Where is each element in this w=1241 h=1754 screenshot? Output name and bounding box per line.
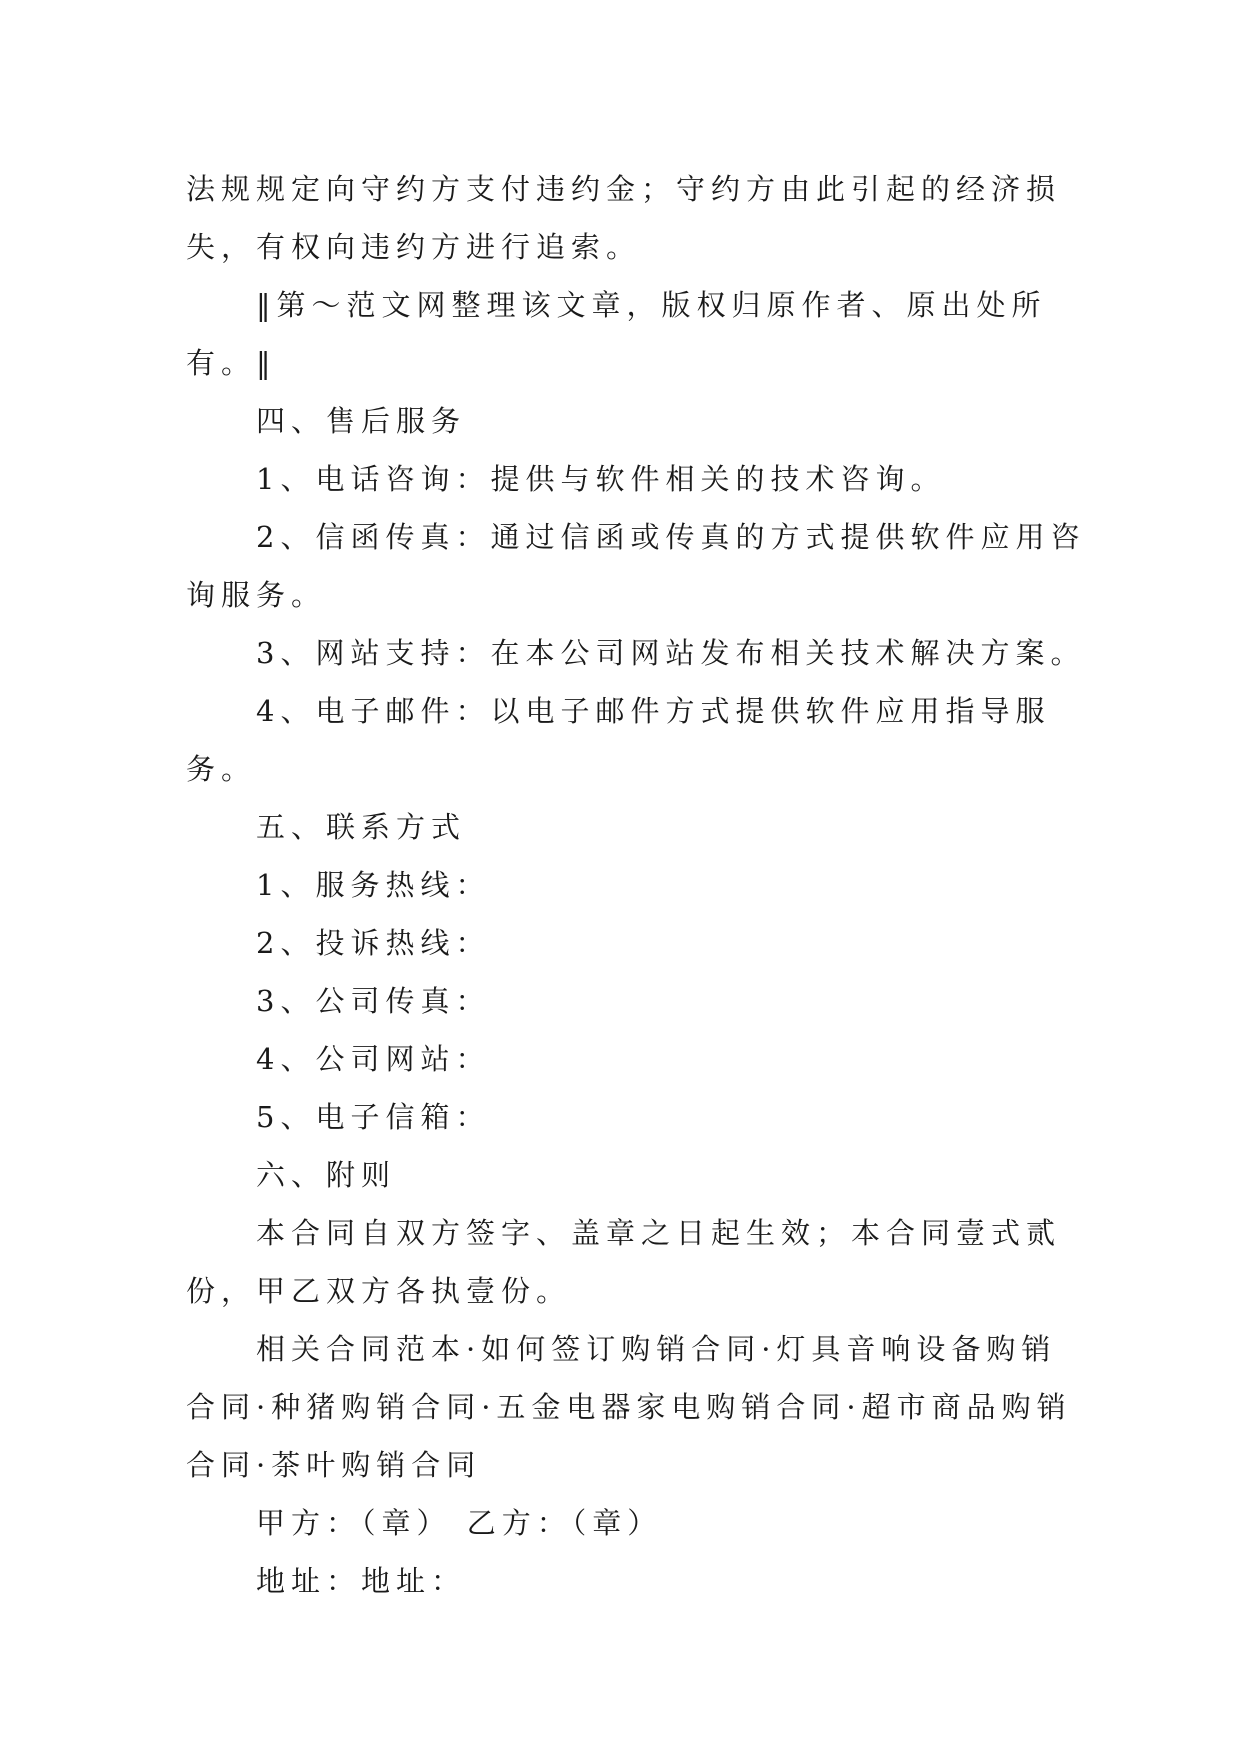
- list-item-complaint-hotline: 2、投诉热线：: [256, 926, 491, 960]
- list-item-service-hotline: 1、服务热线：: [256, 868, 491, 902]
- document-page: [186, 160, 1086, 1610]
- heading-supplementary-terms: 六、附则: [256, 1158, 397, 1192]
- paragraph-effective-clause: 本合同自双方签字、盖章之日起生效；本合同壹式贰份，甲乙双方各执壹份。: [186, 1216, 1062, 1308]
- list-item-website-support: 3、网站支持：在本公司网站发布相关技术解决方案。: [256, 636, 1086, 670]
- paragraph-related-templates: 相关合同范本·如何签订购销合同·灯具音响设备购销合同·种猪购销合同·五金电器家电购销合同·超市商品购销合同·茶叶购销合同: [186, 1332, 1072, 1482]
- address-line: 地址：地址：: [256, 1564, 467, 1598]
- list-item-company-website: 4、公司网站：: [256, 1042, 491, 1076]
- list-item-letter-fax: 2、信函传真：通过信函或传真的方式提供软件应用咨询服务。: [186, 520, 1086, 612]
- list-item-company-fax: 3、公司传真：: [256, 984, 491, 1018]
- paragraph-copyright-notice: ‖第～范文网整理该文章，版权归原作者、原出处所有。‖: [186, 288, 1047, 380]
- list-item-phone-consult: 1、电话咨询：提供与软件相关的技术咨询。: [256, 462, 946, 496]
- paragraph-penalty-clause: 法规规定向守约方支付违约金；守约方由此引起的经济损失，有权向违约方进行追索。: [186, 172, 1062, 264]
- heading-after-sales-service: 四、售后服务: [256, 404, 467, 438]
- list-item-email-box: 5、电子信箱：: [256, 1100, 491, 1134]
- heading-contact-info: 五、联系方式: [256, 810, 467, 844]
- list-item-email: 4、电子邮件：以电子邮件方式提供软件应用指导服务。: [186, 694, 1051, 786]
- signature-line-parties: 甲方：（章） 乙方：（章）: [256, 1506, 663, 1540]
